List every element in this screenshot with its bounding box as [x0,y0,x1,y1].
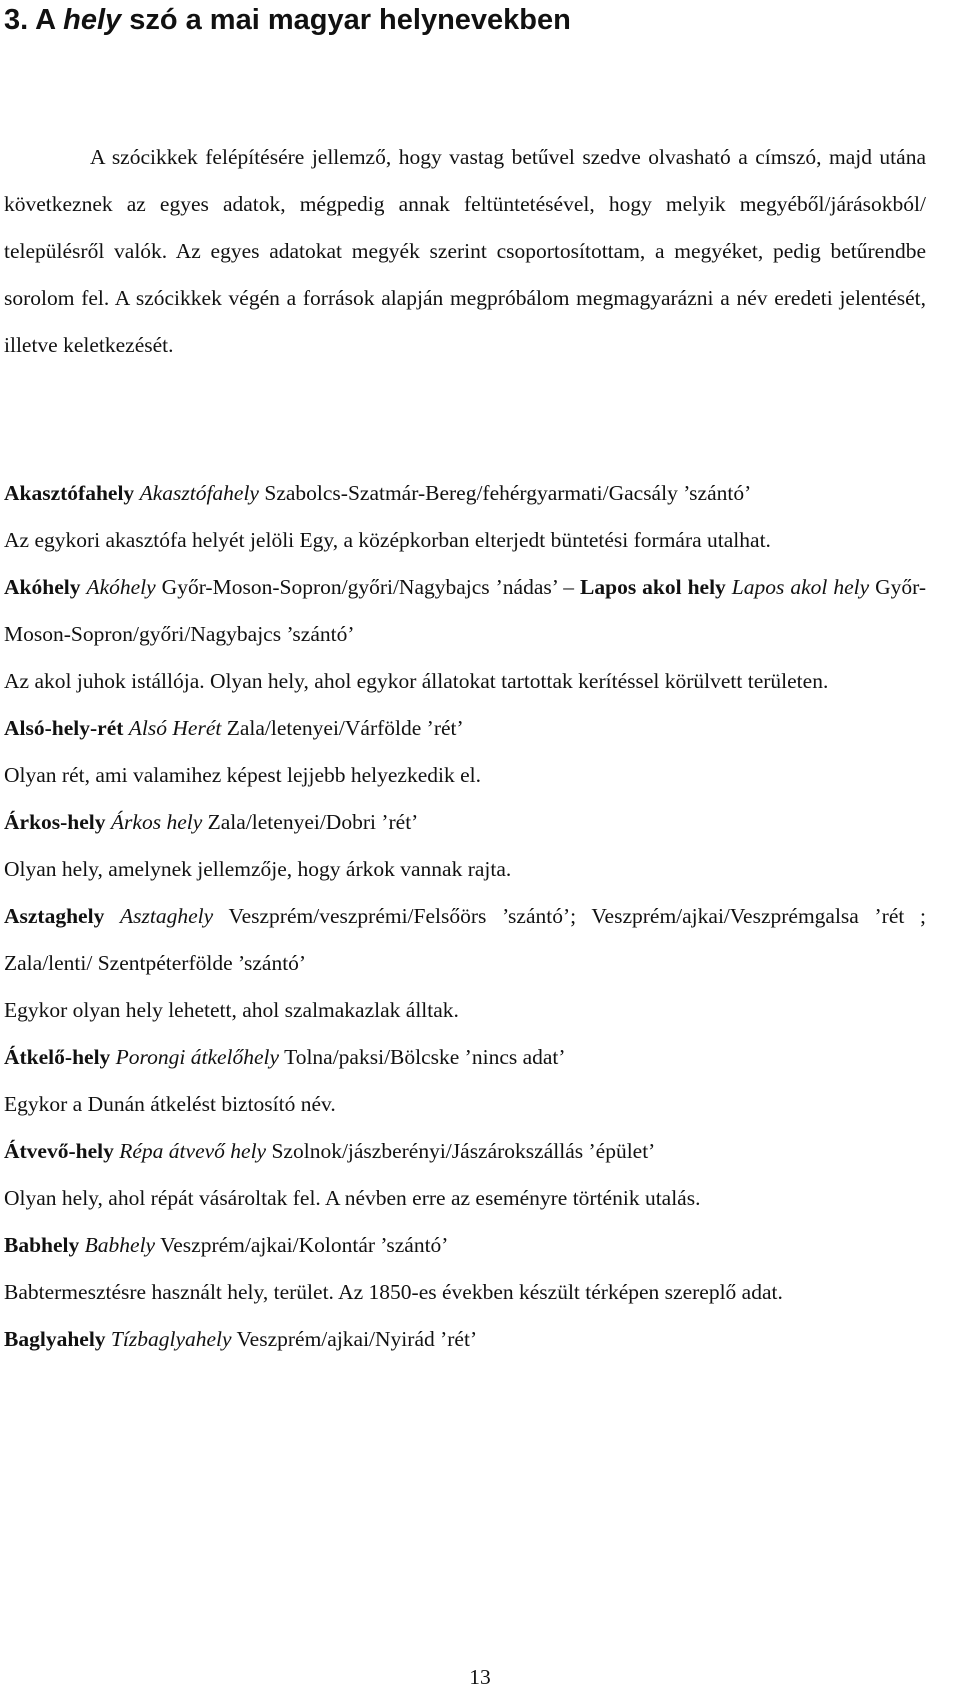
entry-akasztofahely [4,470,926,564]
entry-location: Szolnok/jászberényi/Jászárokszállás ’épület’ [266,1139,656,1163]
entry-list [4,470,926,1363]
entry-variant: Árkos hely [110,810,203,834]
entry-akohely [4,564,926,705]
entry-header [4,564,926,658]
entry-header [4,893,926,987]
entry-variant: Répa átvevő hely [119,1139,267,1163]
entry-explanation: Az akol juhok istállója. Olyan hely, ahol egykor állatokat tartottak kerítéssel körülvett területen. [4,669,829,693]
entry-headword: Alsó-hely-rét [4,716,124,740]
entry-location: Veszprém/ajkai/Kolontár ’szántó’ [155,1233,449,1257]
entry-extra-location: Győr-Moson-Sopron/győri/Nagybajcs ’szántó’ [4,575,927,646]
entry-also-hely-ret [4,705,926,799]
entry-location: Zala/letenyei/Várfölde ’rét’ [221,716,464,740]
entry-headword: Akasztófahely [4,481,135,505]
heading-word-a: A [35,4,56,36]
entry-explanation: Az egykori akasztófa helyét jelöli Egy, a középkorban elterjedt büntetési formára utalhat. [4,528,771,552]
entry-header [4,470,926,517]
heading-word-hely: hely [63,4,122,36]
entry-variant: Akasztófahely [139,481,259,505]
entry-explanation: Egykor a Dunán átkelést biztosító név. [4,1092,336,1116]
entry-atvevo-hely [4,1128,926,1222]
entry-location: Veszprém/veszprémi/Felsőörs ’szántó’; Veszprém/ajkai/Veszprémgalsa ’rét ; Zala/lenti/ Szentpéterfölde ’szántó’ [4,904,927,975]
entry-header [4,1128,926,1175]
entry-atkelo-hely [4,1034,926,1128]
entry-headword: Asztaghely [4,904,105,928]
entry-explanation: Olyan hely, amelynek jellemzője, hogy árkok vannak rajta. [4,857,512,881]
entry-header [4,705,926,752]
intro-paragraph: A szócikkek felépítésére jellemző, hogy vastag betűvel szedve olvasható a címszó, majd utána következnek az egyes adatok, mégpedig annak feltüntetésével, hogy melyik megyéből/járásokból/ településről valók. Az egyes adatokat megyék szerint csoportosítottam, a megyéket, pedig betűrendbe sorolom fel. A szócikkek végén a források alapján megpróbálom megmagyarázni a név eredeti jelentését, illetve keletkezését. [4,145,926,357]
entry-location: Veszprém/ajkai/Nyirád ’rét’ [231,1327,478,1351]
entry-location: Szabolcs-Szatmár-Bereg/fehérgyarmati/Gacsály ’szántó’ [258,481,752,505]
heading-rest: szó a mai magyar helynevekben [129,4,571,36]
entry-explanation: Babtermesztésre használt hely, terület. Az 1850-es években készült térképen szereplő adat. [4,1280,783,1304]
entry-explanation: Olyan rét, ami valamihez képest lejjebb helyezkedik el. [4,763,481,787]
entry-arkos-hely [4,799,926,893]
entry-babhely [4,1222,926,1316]
entry-variant: Porongi átkelőhely [115,1045,280,1069]
entry-explanation: Olyan hely, ahol répát vásároltak fel. A névben erre az eseményre történik utalás. [4,1186,701,1210]
entry-location: Zala/letenyei/Dobri ’rét’ [202,810,419,834]
entry-variant: Asztaghely [120,904,214,928]
entry-headword: Babhely [4,1233,80,1257]
entry-headword: Árkos-hely [4,810,106,834]
entry-headword: Akóhely [4,575,81,599]
entry-headword: Baglyahely [4,1327,106,1351]
entry-header [4,799,926,846]
entry-header [4,1034,926,1081]
heading-number: 3. [4,4,29,36]
entry-baglyahely [4,1316,926,1363]
entry-header [4,1222,926,1269]
entry-location: Tolna/paksi/Bölcske ’nincs adat’ [279,1045,566,1069]
entry-headword: Átkelő-hely [4,1045,111,1069]
entry-extra-headword: Lapos akol hely [580,575,726,599]
entry-variant: Akóhely [86,575,156,599]
entry-header [4,1316,926,1363]
entry-variant: Babhely [84,1233,156,1257]
entry-variant: Alsó Herét [128,716,222,740]
entry-extra-variant: Lapos akol hely [731,575,870,599]
entry-location: Győr-Moson-Sopron/győri/Nagybajcs ’nádas’ – [155,575,575,599]
page-number: 13 [469,1665,491,1689]
entry-headword: Átvevő-hely [4,1139,114,1163]
section-heading [4,2,571,38]
entry-asztaghely [4,893,926,1034]
entry-explanation: Egykor olyan hely lehetett, ahol szalmakazlak álltak. [4,998,459,1022]
entry-variant: Tízbaglyahely [110,1327,232,1351]
